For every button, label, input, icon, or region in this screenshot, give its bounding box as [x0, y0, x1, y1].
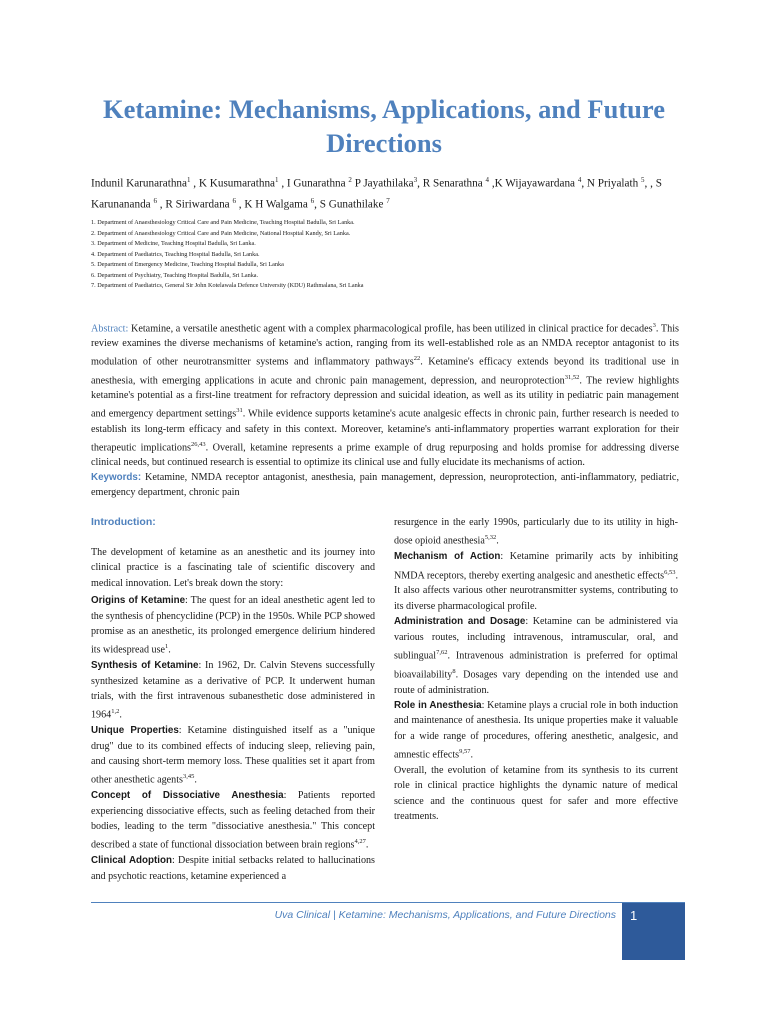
keywords-label: Keywords: — [91, 472, 142, 483]
citation: 6,53 — [664, 568, 676, 576]
citation: 3,45 — [182, 773, 195, 781]
affiliation: 7. Department of Paediatrics, General Sir John Kotelawala Defence University (KDU) Rathmalana, Sri Lanka — [91, 282, 364, 289]
author-affil-ref: 5 — [641, 176, 645, 184]
running-footer: Uva Clinical | Ketamine: Mechanisms, Applications, and Future Directions — [274, 909, 616, 921]
author: Indunil Karunarathna — [91, 177, 187, 190]
abstract-text: . Ketamine's efficacy extends beyond its traditional use in anesthesia, with emerging applications in acute and chronic pain management, depression, and neuroprotection — [91, 356, 679, 387]
author: ,K Wijayawardana — [489, 177, 578, 190]
affiliation: 1. Department of Anaesthesiology Critical Care and Pain Medicine, Teaching Hospital Badulla, Sri Lanka. — [91, 219, 355, 226]
subheading: Role in Anesthesia — [394, 699, 482, 711]
citation: 8 — [452, 667, 456, 675]
citation: 7,62 — [436, 648, 448, 656]
author-affil-ref: 6 — [232, 196, 236, 205]
author: , S Gunathilake — [314, 198, 387, 211]
abstract-text: . While evidence supports ketamine's acute analgesic effects in chronic pain, further research is needed to establish its long-term efficacy and safety in this context. Moreover, ketamine's anti-inflammatory properties warrant exploration for their therapeutic implications — [91, 408, 679, 453]
author-affil-ref: 6 — [153, 196, 157, 205]
paragraph: Role in Anesthesia: Ketamine plays a crucial role in both induction and maintenance of anesthesia. Its unique properties make it valuable for a wide range of procedures, offering anesthetic, analgesic, and amnestic effects$^{9,57}$. — [394, 699, 678, 761]
right-column — [394, 515, 678, 825]
page-number-box — [622, 903, 685, 960]
author-affil-ref: 6 — [310, 196, 315, 205]
author-list — [91, 172, 691, 213]
author: , R Siriwardana — [156, 198, 233, 211]
subheading: Concept of Dissociative Anesthesia — [91, 790, 284, 802]
affiliation: 3. Department of Medicine, Teaching Hospital Badulla, Sri Lanka. — [91, 240, 256, 247]
abstract — [91, 318, 679, 470]
keywords-text: Ketamine, NMDA receptor antagonist, anesthesia, pain management, depression, neuroprotection, anti-inflammatory, pediatric, emergency department, chronic pain — [91, 472, 679, 498]
subheading: Unique Properties — [91, 725, 179, 737]
paragraph: Concept of Dissociative Anesthesia: Patients reported experiencing dissociative effects, such as feeling detached from their bodies, leading to the term "dissociative anesthesia." This concept described a state of functional dissociation between brain regions$^{4,27}$. — [91, 790, 375, 851]
keywords — [91, 470, 679, 500]
paragraph: The development of ketamine as an anesthetic and its journey into clinical practice is a fascinating tale of scientific discovery and medical innovation. Let's break down the story: — [91, 547, 375, 589]
affiliation: 5. Department of Emergency Medicine, Teaching Hospital Badulla, Sri Lanka — [91, 261, 284, 268]
affiliation-list — [91, 218, 691, 292]
author: , , S Karunananda — [91, 177, 662, 211]
author-affil-ref: 4 — [485, 176, 490, 184]
paragraph: Clinical Adoption: Despite initial setbacks related to hallucinations and psychotic reactions, ketamine experienced a — [91, 855, 375, 882]
citation: 9,57 — [459, 748, 471, 756]
abstract-text: Ketamine, a versatile anesthetic agent with a complex pharmacological profile, has been utilized in clinical practice for decades — [128, 323, 653, 335]
subheading: Origins of Ketamine — [91, 595, 186, 607]
abstract-text: . This review examines the diverse mechanisms of ketamine's action, ranging from its well-established role as an NMDA receptor antagonist to its modulation of other neurotransmitter systems and inflammatory pathways — [91, 323, 679, 368]
citation: 3 — [652, 322, 656, 329]
paragraph: Overall, the evolution of ketamine from its synthesis to its current role in clinical practice highlights the dynamic nature of medical science and the continuous quest for safer and more effective treatments. — [394, 764, 678, 823]
author-affil-ref: 7 — [386, 196, 390, 205]
citation: 22 — [413, 355, 421, 363]
author: , N Priyalath — [581, 177, 641, 190]
citation: 1 — [165, 643, 169, 651]
author: , R Senarathna — [417, 177, 486, 190]
title-line-2: Directions — [326, 128, 442, 158]
abstract-text: . The review highlights ketamine's potential as a first-line treatment for refractory depression and suicidal ideation, as well as its utility in pediatric pain management and emergency department settings — [91, 375, 679, 420]
citation: 31,52 — [564, 373, 580, 381]
abstract-label: Abstract: — [91, 323, 129, 335]
paragraph: Unique Properties: Ketamine distinguished itself as a "unique drug" due to its combined effects of inducing sleep, relieving pain, and causing short-term memory loss. These qualities set it apart from other anesthetic agents$^{3,45}$. — [91, 725, 375, 786]
author-affil-ref: 2 — [348, 176, 352, 184]
abstract-text: . Overall, ketamine represents a prime example of drug repurposing and holds promise for addressing diverse clinical needs, but continued research is essential to optimize its clinical use and fully elucidate its mechanisms of action. — [91, 441, 679, 468]
affiliation: 2. Department of Anaesthesiology Critical Care and Pain Medicine, National Hospital Kandy, Sri Lanka. — [91, 229, 351, 237]
paragraph: Mechanism of Action: Ketamine primarily acts by inhibiting NMDA receptors, thereby exerting analgesic and anesthetic effects$^{6,53}$. It also affects various other neurotransmitter systems, contributing to its diverse pharmacological profile. — [394, 551, 678, 612]
citation: 1,2 — [111, 708, 120, 716]
page-number: 1 — [630, 908, 638, 923]
subheading: Synthesis of Ketamine — [91, 660, 199, 672]
footer-divider — [91, 902, 685, 903]
author-affil-ref: 1 — [275, 176, 279, 184]
citation: 26,43 — [191, 440, 206, 448]
paragraph: resurgence in the early 1990s, particularly due to its utility in high-dose opioid anesthesia$^{5,32}$. — [394, 517, 678, 547]
citation: 4,27 — [354, 838, 366, 846]
citation: 31 — [236, 407, 243, 415]
paragraph: Administration and Dosage: Ketamine can be administered via various routes, including intravenous, intramuscular, oral, and sublingual$^{7,62}$. Intravenous administration is preferred for optimal bioavailability$^8$. Dosages vary depending on the intended use and route of administration. — [394, 616, 678, 696]
subheading: Administration and Dosage — [394, 616, 526, 628]
author-affil-ref: 3 — [413, 176, 418, 184]
author-affil-ref: 4 — [577, 176, 582, 184]
section-heading-introduction: Introduction: — [91, 516, 156, 528]
affiliation: 4. Department of Paediatrics, Teaching Hospital Badulla, Sri Lanka. — [91, 250, 260, 258]
author: , I Gunarathna — [278, 177, 349, 190]
subheading: Mechanism of Action — [394, 551, 501, 563]
affiliation: 6. Department of Psychiatry, Teaching Hospital Badulla, Sri Lanka. — [91, 271, 259, 279]
title-line-1: Ketamine: Mechanisms, Applications, and Future — [103, 94, 665, 124]
paper-title — [60, 92, 708, 160]
author: , K H Walgama — [235, 198, 311, 211]
author: P Jayathilaka — [351, 177, 414, 190]
left-column — [91, 545, 375, 884]
citation: 5,32 — [484, 534, 497, 542]
paragraph: Synthesis of Ketamine: In 1962, Dr. Calvin Stevens successfully synthesized ketamine as a derivative of PCP. It underwent human trials, with the first intravenous subanesthetic dose administered in 1964$^{1,2}$. — [91, 660, 375, 721]
subheading: Clinical Adoption — [91, 855, 172, 867]
paragraph: Origins of Ketamine: The quest for an ideal anesthetic agent led to the synthesis of phencyclidine (PCP) in the 1950s. While PCP showed promise as an anesthetic, its prolonged emergence delirium hindered its widespread use$^1$. — [91, 595, 376, 656]
author-affil-ref: 1 — [187, 176, 191, 184]
author: , K Kusumarathna — [190, 177, 276, 190]
